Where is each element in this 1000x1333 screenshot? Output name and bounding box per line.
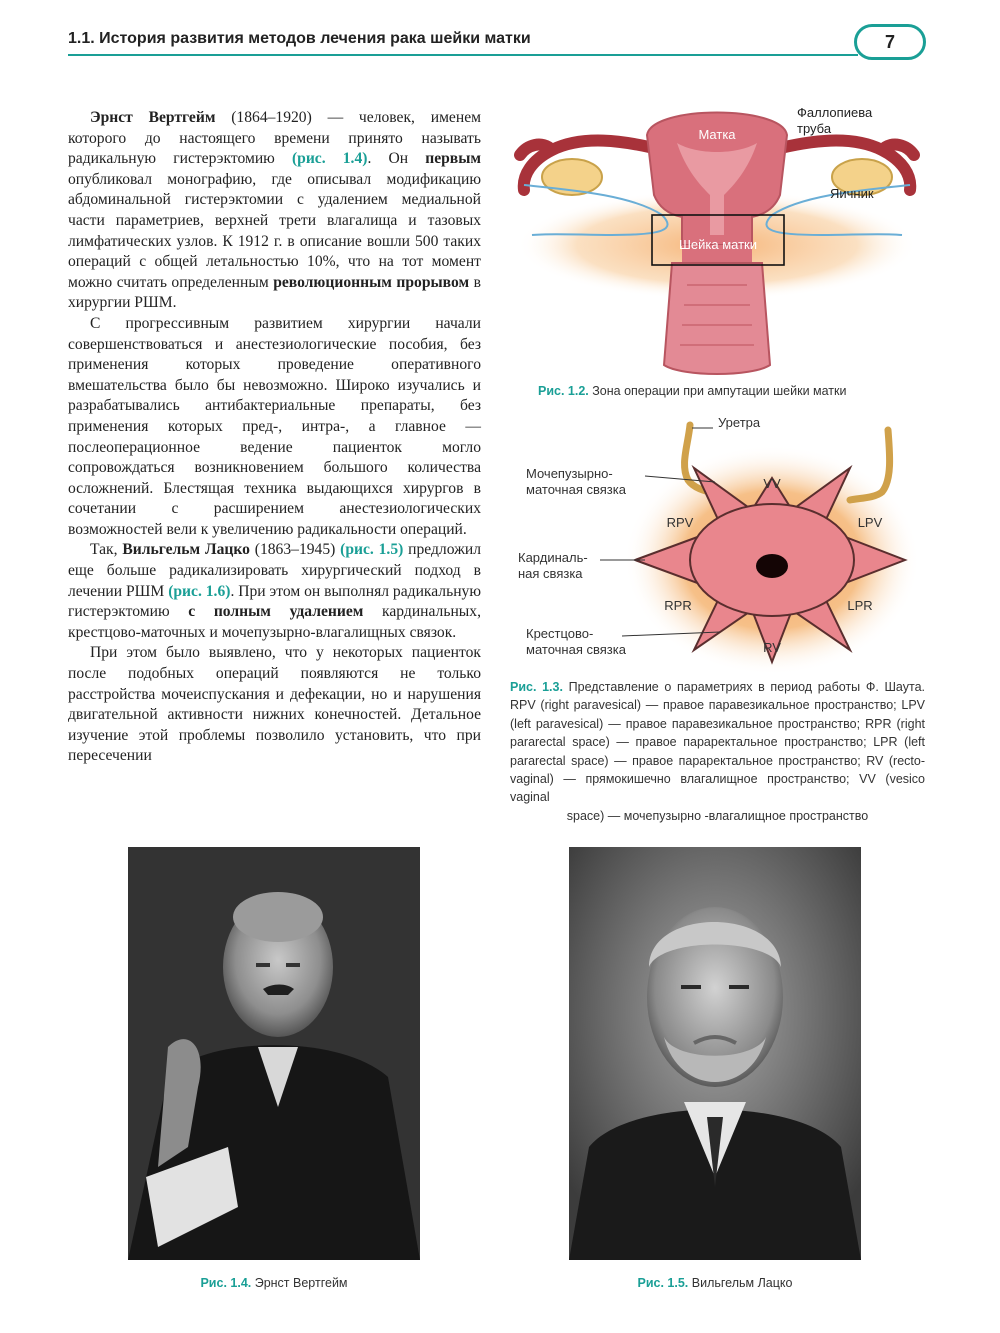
label-tube-2: труба (797, 121, 832, 136)
figure-1-3-caption: Рис. 1.3. Представление о параметриях в период работы Ф. Шаута. RPV (right paravesical) — правое паравезикальное пространство; LPV (left paravesical) — правое паравезикальное пространство; RPR (right pararectal space) — правое параректальное пространство; LPR (left pararectal space) — правое параректальное пространство; RV (recto-vaginal) — прямокишечно влагалищное пространство; VV (vesico vaginal space) — мочепузырно -влагалищное пространство (510, 680, 925, 823)
label-vv: VV (763, 476, 781, 491)
body-text-column (68, 108, 481, 767)
label-cardinal-1: Кардиналь- (518, 550, 588, 565)
figure-1-5-caption: Рис. 1.5. Вильгельм Лацко (637, 1276, 793, 1290)
label-vesico-2: маточная связка (526, 482, 626, 497)
figure-1-3-parametria-diagram (510, 410, 925, 672)
label-lpr: LPR (847, 598, 873, 613)
figure-ref-1-5[interactable]: (рис. 1.5) (340, 541, 404, 559)
paragraph-wertheim: Эрнст Вертгейм (1864–1920) — человек, именем которого до настоящего времени принято называть радикальную гистерэктомию (рис. 1.4). Он первым опубликовал монографию, где описывал модификацию абдоминальной гистерэктомии с удалением медиальной части параметриев, верхней трети влагалища и тазовых лимфатических узлов. К 1912 г. в описание вошли 500 таких операций с общей летальностью 10%, что на тот момент можно считать определенным революционным прорывом в хирургии РШМ. (68, 109, 481, 312)
label-rpv: RPV (666, 515, 694, 530)
label-rv: RV (763, 640, 781, 655)
figure-1-2-caption: Рис. 1.2. Зона операции при ампутации шейки матки (538, 384, 847, 398)
label-uterus: Матка (698, 127, 736, 142)
figure-ref-1-6[interactable]: (рис. 1.6) (168, 582, 231, 600)
header-rule (68, 54, 858, 56)
label-sacro-2: маточная связка (526, 642, 626, 657)
running-title: 1.1. История развития методов лечения рака шейки матки (68, 30, 531, 47)
paragraph-complications: При этом было выявлено, что у некоторых пациенток после подобных операций появляются не только расстройства мочеиспускания и дефекации, но и нарушения двигательной активности нижних конечностей. Детальное изучение этой проблемы позволило установить, что при пересечении (68, 644, 481, 765)
name-wertheim: Эрнст Вертгейм (90, 109, 216, 126)
label-lpv: LPV (857, 515, 883, 530)
figure-1-2-uterus-diagram (512, 95, 922, 385)
label-ovary: Яичник (830, 186, 874, 201)
label-sacro-1: Крестцово- (526, 626, 594, 641)
figure-ref-1-4[interactable]: (рис. 1.4) (291, 150, 368, 168)
figure-1-4-caption: Рис. 1.4. Эрнст Вертгейм (200, 1276, 348, 1290)
paragraph-anesthesia: С прогрессивным развитием хирургии начали совершенствоваться и анестезиологические пособия, без применения которых проведение оперативного вмешательства было бы невозможно. Широко изучались и разрабатывались антибактериальные препараты, без применения которых пред-, интра-, а главное — послеоперационное ведение пациенток могло сопровождаться возникновением большого количества осложнений. Блестящая техника выдающихся хирургов в сочетании с расширением анестезиологических возможностей вели к увеличению радикальности операций. (68, 314, 481, 538)
cervical-canal (756, 554, 788, 578)
label-cardinal-2: ная связка (518, 566, 583, 581)
page-number: 7 (854, 24, 926, 60)
page-header (68, 24, 928, 58)
paragraph-latzko: Так, Вильгельм Лацко (1863–1945) (рис. 1.5) предложил еще больше радикализировать хирургический подход в лечении РШМ (рис. 1.6). При этом он выполнял радикальную гистерэктомию с полным удалением кардинальных, крестцово-маточных и мочепузырно-влагалищных связок. (68, 541, 482, 641)
label-cervix: Шейка матки (678, 237, 758, 252)
vagina (664, 263, 770, 374)
photo-latzko (569, 847, 861, 1260)
name-latzko: Вильгельм Лацко (122, 541, 250, 559)
photo-wertheim (128, 847, 420, 1260)
label-urethra: Уретра (718, 415, 761, 430)
label-tube-1: Фаллопиева (797, 105, 873, 120)
label-rpr: RPR (664, 598, 692, 613)
label-vesico-1: Мочепузырно- (526, 466, 613, 481)
